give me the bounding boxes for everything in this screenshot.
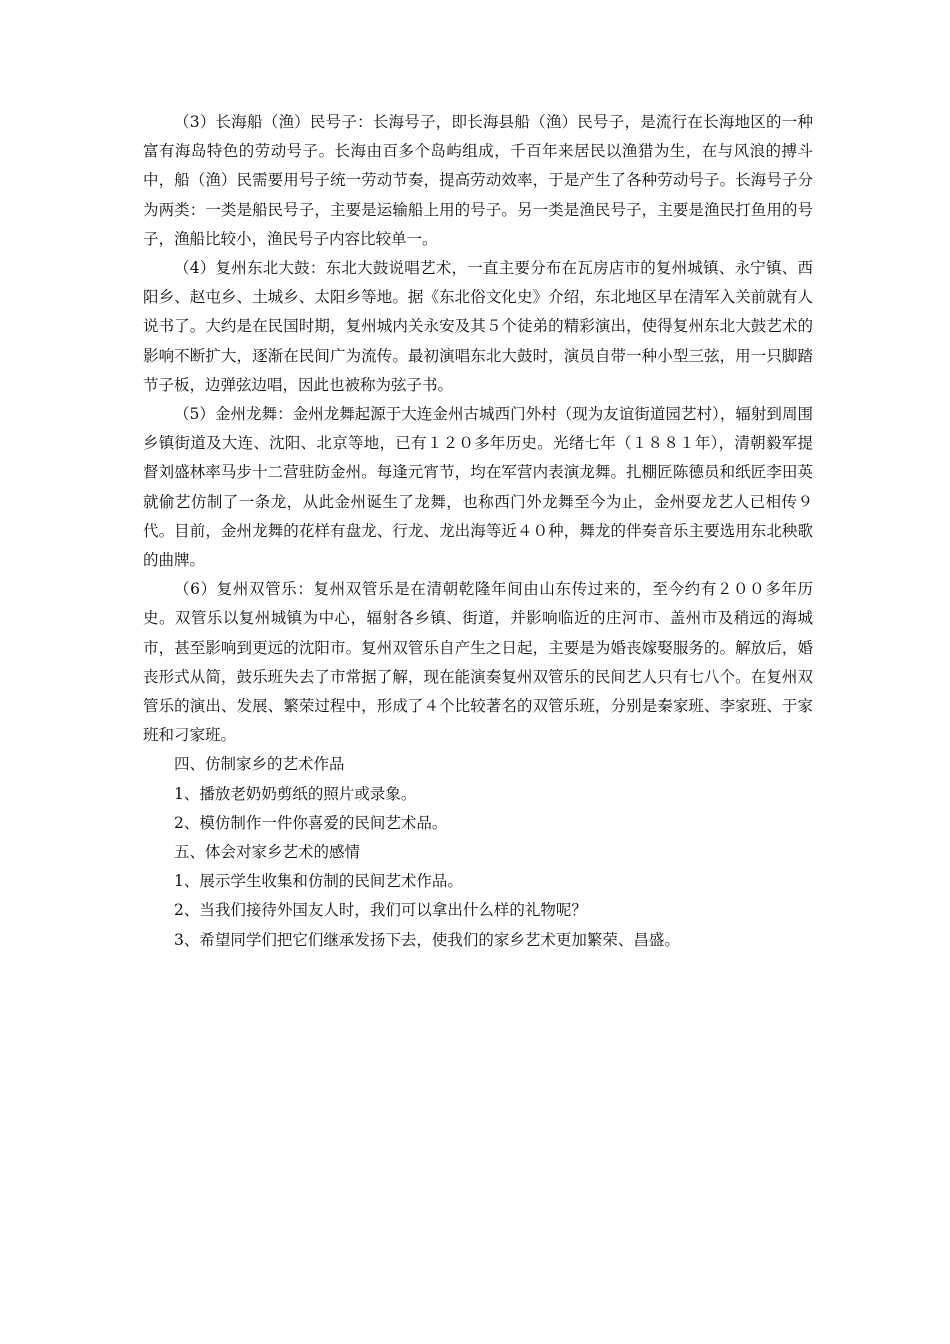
paragraph-fuzhou-dongbei-dagu: （4）复州东北大鼓：东北大鼓说唱艺术，一直主要分布在瓦房店市的复州城镇、永宁镇、西阳乡、赵屯乡、土城乡、太阳乡等地。据《东北俗文化史》介绍，东北地区早在清军入关前就有人说书了。大约是在民国时期，复州城内关永安及其５个徒弟的精彩演出，使得复州东北大鼓艺术的影响不断扩大，逐渐在民间广为流传。最初演唱东北大鼓时，演员自带一种小型三弦，用一只脚踏节子板，边弹弦边唱，因此也被称为弦子书。 [143, 259, 813, 394]
paragraph-jinzhou-longwu: （5）金州龙舞：金州龙舞起源于大连金州古城西门外村（现为友谊街道园艺村），辐射到周围乡镇街道及大连、沈阳、北京等地，已有１２０多年历史。光绪七年（１８８１年），清朝毅军提督刘盛林率马步十二营驻防金州。每逢元宵节，均在军营内表演龙舞。扎棚匠陈德员和纸匠李田英就偷艺仿制了一条龙，从此金州诞生了龙舞，也称西门外龙舞至今为止，金州耍龙艺人已相传９代。目前，金州龙舞的花样有盘龙、行龙、龙出海等近４０种，舞龙的伴奏音乐主要选用东北秧歌的曲牌。 [143, 405, 813, 570]
section-5-item-1: 1、展示学生收集和仿制的民间艺术作品。 [174, 872, 463, 891]
paragraph-changhai-haozi: （3）长海船（渔）民号子：长海号子，即长海县船（渔）民号子，是流行在长海地区的一种富有海岛特色的劳动号子。长海由百多个岛屿组成，千百年来居民以渔猎为生，在与风浪的搏斗中，船（渔）民需要用号子统一劳动节奏，提高劳动效率，于是产生了各种劳动号子。长海号子分为两类：一类是船民号子，主要是运输船上用的号子。另一类是渔民号子，主要是渔民打鱼用的号子，渔船比较小，渔民号子内容比较单一。 [143, 113, 813, 248]
section-4-item-1: 1、播放老奶奶剪纸的照片或录象。 [174, 784, 417, 803]
section-5-item-3: 3、希望同学们把它们继承发扬下去，使我们的家乡艺术更加繁荣、昌盛。 [174, 930, 680, 949]
document-page [143, 108, 813, 955]
section-4-heading: 四、仿制家乡的艺术作品 [174, 755, 345, 774]
section-4-item-2: 2、模仿制作一件你喜爱的民间艺术品。 [174, 813, 448, 832]
paragraph-fuzhou-shuangguanyue: （6）复州双管乐：复州双管乐是在清朝乾隆年间由山东传过来的，至今约有２００多年历史。双管乐以复州城镇为中心，辐射各乡镇、街道，并影响临近的庄河市、盖州市及稍远的海城市，甚至影响到更远的沈阳市。复州双管乐自产生之日起，主要是为婚丧嫁娶服务的。解放后，婚丧形式从简，鼓乐班失去了市常据了解，现在能演奏复州双管乐的民间艺人只有七八个。在复州双管乐的演出、发展、繁荣过程中，形成了４个比较著名的双管乐班，分别是秦家班、李家班、于家班和刁家班。 [143, 580, 813, 745]
section-5-heading: 五、体会对家乡艺术的感情 [174, 843, 361, 862]
section-5-item-2: 2、当我们接待外国友人时，我们可以拿出什么样的礼物呢？ [174, 901, 587, 920]
